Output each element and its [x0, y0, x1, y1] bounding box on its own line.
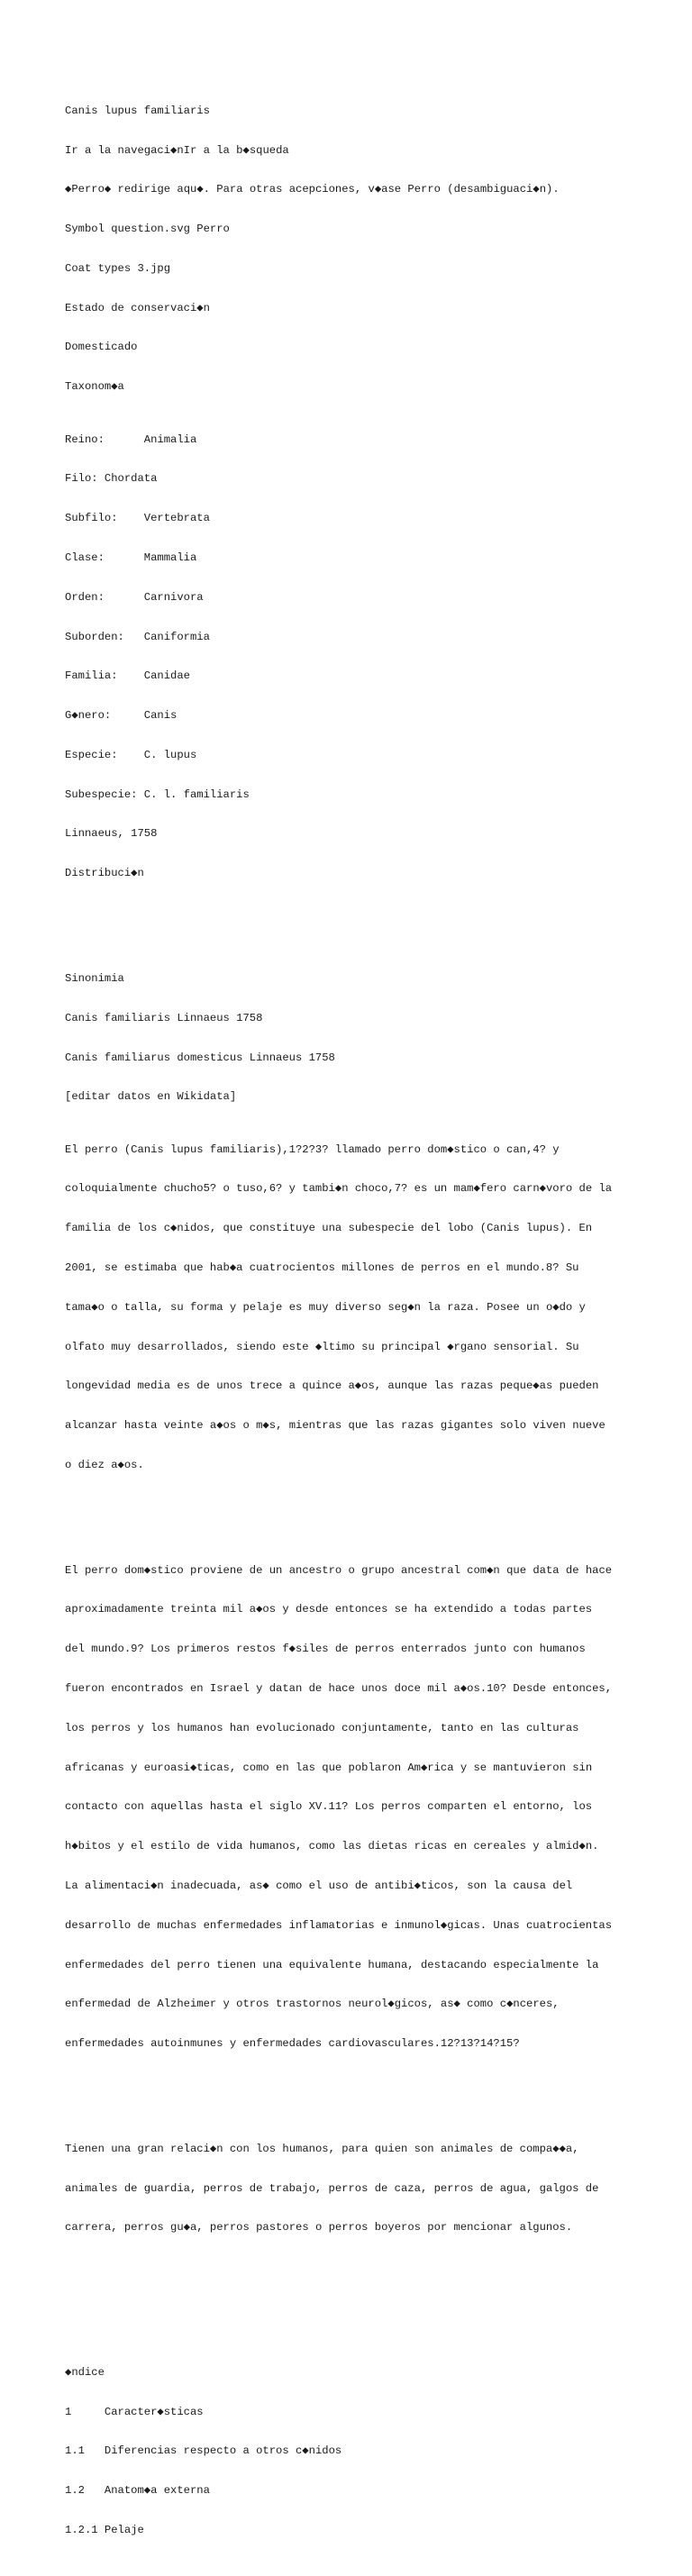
symbol-line: Symbol question.svg Perro — [65, 223, 230, 236]
intro-line: olfato muy desarrollados, siendo este ◆ltimo su principal ◆rgano sensorial. Su — [65, 1340, 579, 1353]
article-title: Canis lupus familiaris — [65, 104, 210, 117]
synonym-item: Canis familiaris Linnaeus 1758 — [65, 1011, 263, 1024]
intro-line: coloquialmente chucho5? o tuso,6? y tambi◆n choco,7? es un mam◆fero carn◆voro de la — [65, 1182, 613, 1196]
wikidata-link[interactable]: [editar datos en Wikidata] — [65, 1090, 237, 1104]
taxonomy-row: Reino: Animalia — [65, 432, 197, 446]
synonym-item: Canis familiarus domesticus Linnaeus 1758 — [65, 1051, 335, 1064]
toc-item[interactable]: 1.1 Diferencias respecto a otros c◆nidos — [65, 2444, 342, 2458]
taxonomy-row: Suborden: Caniformia — [65, 630, 210, 643]
intro-line: 2001, se estimaba que hab◆a cuatrocientos millones de perros en el mundo.8? Su — [65, 1261, 579, 1275]
taxonomy-row: Subespecie: C. l. familiaris — [65, 787, 250, 801]
origin-line: fueron encontrados en Israel y datan de hace unos doce mil a◆os.10? Desde entonces, — [65, 1682, 613, 1696]
origin-line: La alimentaci◆n inadecuada, as◆ como el uso de antibi◆ticos, son la causa del — [65, 1879, 573, 1892]
relation-line: Tienen una gran relaci◆n con los humanos, para quien son animales de compa◆◆a, — [65, 2142, 579, 2155]
toc-title: ◆ndice — [65, 2365, 105, 2379]
conservation-value: Domesticado — [65, 341, 138, 354]
intro-line: El perro (Canis lupus familiaris),1?2?3? llamado perro dom◆stico o can,4? y — [65, 1142, 560, 1156]
origin-line: africanas y euroasi◆ticas, como en las que poblaron Am◆rica y se mantuvieron sin — [65, 1761, 593, 1774]
distribution-label: Distribuci◆n — [65, 867, 144, 880]
taxonomy-row: Subfilo: Vertebrata — [65, 512, 210, 525]
origin-line: enfermedades autoinmunes y enfermedades cardiovasculares.12?13?14?15? — [65, 2037, 520, 2051]
spacer — [65, 920, 642, 933]
relation-line: animales de guardia, perros de trabajo, perros de caza, perros de agua, galgos de — [65, 2181, 599, 2195]
origin-line: los perros y los humanos han evolucionado conjuntamente, tanto en las culturas — [65, 1721, 579, 1734]
taxonomy-row: Clase: Mammalia — [65, 551, 197, 564]
taxonomy-authority: Linnaeus, 1758 — [65, 827, 158, 841]
toc-item[interactable]: 1 Caracter◆sticas — [65, 2405, 204, 2418]
taxonomy-row: Filo: Chordata — [65, 472, 158, 486]
origin-line: desarrollo de muchas enfermedades inflamatorias e inmunol◆gicas. Unas cuatrocientas — [65, 1918, 613, 1932]
synonymy-label: Sinonimia — [65, 971, 124, 985]
taxonomy-row: G◆nero: Canis — [65, 709, 178, 723]
toc-item[interactable]: 1.2 Anatom◆a externa — [65, 2484, 210, 2498]
intro-line: alcanzar hasta veinte a◆os o m◆s, mientras que las razas gigantes solo viven nueve — [65, 1419, 606, 1433]
relation-line: carrera, perros gu◆a, perros pastores o perros boyeros por mencionar algunos. — [65, 2221, 573, 2235]
intro-line: longevidad media es de unos trece a quince a◆os, aunque las razas peque◆as pueden — [65, 1379, 599, 1393]
spacer — [65, 2274, 642, 2288]
taxonomy-label: Taxonom◆a — [65, 380, 124, 394]
intro-line: o diez a◆os. — [65, 1458, 144, 1471]
spacer — [65, 1511, 642, 1525]
intro-line: familia de los c◆nidos, que constituye una subespecie del lobo (Canis lupus). En — [65, 1222, 593, 1235]
spacer — [65, 2314, 642, 2327]
taxonomy-row: Orden: Carnivora — [65, 590, 204, 604]
redirect-note: ◆Perro◆ redirige aqu◆. Para otras acepciones, v◆ase Perro (desambiguaci◆n). — [65, 183, 560, 196]
origin-line: enfermedad de Alzheimer y otros trastornos neurol◆gicos, as◆ como c◆nceres, — [65, 1998, 560, 2011]
intro-line: tama◆o o talla, su forma y pelaje es muy diverso seg◆n la raza. Posee un o◆do y — [65, 1300, 586, 1314]
conservation-label: Estado de conservaci◆n — [65, 301, 210, 314]
origin-line: enfermedades del perro tienen una equivalente humana, destacando especialmente la — [65, 1958, 599, 1971]
navigation-links: Ir a la navegaci◆nIr a la b◆squeda — [65, 143, 289, 157]
taxonomy-row: Especie: C. lupus — [65, 748, 197, 761]
image-filename: Coat types 3.jpg — [65, 261, 171, 275]
origin-line: aproximadamente treinta mil a◆os y desde entonces se ha extendido a todas partes — [65, 1603, 593, 1616]
origin-line: El perro dom◆stico proviene de un ancestro o grupo ancestral com◆n que data de hace — [65, 1563, 613, 1577]
origin-line: del mundo.9? Los primeros restos f◆siles de perros enterrados junto con humanos — [65, 1643, 586, 1656]
spacer — [65, 2089, 642, 2103]
origin-line: h◆bitos y el estilo de vida humanos, como las dietas ricas en cereales y almid◆n. — [65, 1840, 599, 1853]
origin-line: contacto con aquellas hasta el siglo XV.11? Los perros comparten el entorno, los — [65, 1800, 593, 1814]
taxonomy-row: Familia: Canidae — [65, 669, 190, 683]
document-text — [65, 65, 642, 2576]
toc-item[interactable]: 1.2.1 Pelaje — [65, 2524, 144, 2537]
